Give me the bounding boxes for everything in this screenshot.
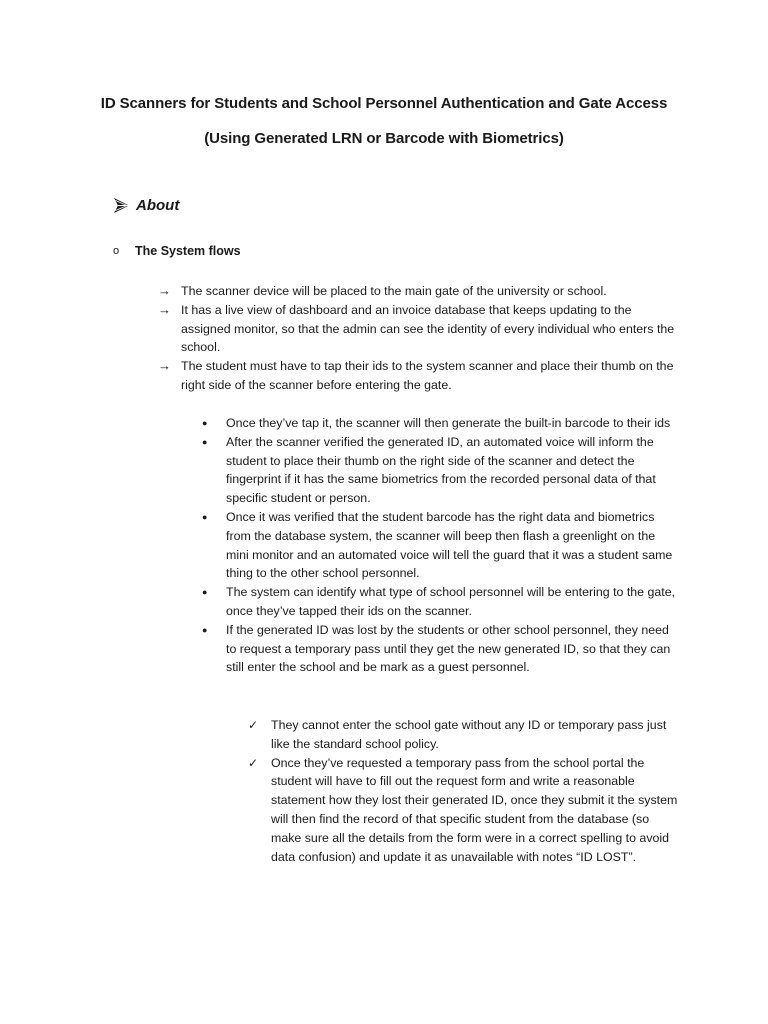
list-item <box>202 621 680 677</box>
system-flows-heading <box>113 244 241 258</box>
document-subtitle: (Using Generated LRN or Barcode with Biometrics) <box>204 130 564 147</box>
list-item-text: Once it was verified that the student barcode has the right data and biometrics from the database system, the scanner will beep then flash a greenlight on the mini monitor and an automated voice will tell the guard that it was a student same thing to the other school personnel. <box>226 509 673 581</box>
arrow-list <box>158 282 678 395</box>
about-heading-label: About <box>136 197 180 214</box>
list-item-text: Once they’ve requested a temporary pass from the school portal the student will have to fill out the request form and write a reasonable statement how they lost their generated ID, once they submit it the system will then find the record of that specific student from the database (so make sure all the details from the form were in a correct spelling to avoid data confusion) and update it as unavailable with notes “ID LOST”. <box>271 755 678 864</box>
dot-list <box>202 414 680 677</box>
list-item-text: They cannot enter the school gate without any ID or temporary pass just like the standard school policy. <box>271 718 667 751</box>
list-item <box>202 508 680 583</box>
right-arrow-icon: → <box>158 301 171 317</box>
dot-bullet-icon: ● <box>202 436 208 447</box>
right-arrow-icon: → <box>158 358 171 374</box>
list-item-text: After the scanner verified the generated ID, an automated voice will inform the student to place their thumb on the right side of the scanner and detect the fingerprint if it has the same biometrics from the recorded personal data of that specific student or person. <box>226 434 656 506</box>
document-title: ID Scanners for Students and School Personnel Authentication and Gate Access <box>100 95 668 112</box>
list-item <box>202 433 680 508</box>
checkmark-icon: ✓ <box>248 755 259 770</box>
system-flows-label: The System flows <box>135 244 241 258</box>
list-item-text: The system can identify what type of school personnel will be entering to the gate, once they’ve tapped their ids on the scanner. <box>226 585 676 618</box>
list-item-text: Once they’ve tap it, the scanner will then generate the built-in barcode to their ids <box>226 416 671 430</box>
list-item-text: The student must have to tap their ids to the system scanner and place their thumb on the right side of the scanner before entering the gate. <box>181 359 674 392</box>
list-item <box>202 414 680 433</box>
list-item <box>158 357 678 395</box>
dot-bullet-icon: ● <box>202 511 208 522</box>
list-item-text: It has a live view of dashboard and an invoice database that keeps updating to the assigned monitor, so that the admin can see the identity of every individual who enters the school. <box>181 302 675 355</box>
dot-bullet-icon: ● <box>202 587 208 598</box>
right-arrow-icon: → <box>158 283 171 298</box>
list-item-text: If the generated ID was lost by the students or other school personnel, they need to request a temporary pass until they get the new generated ID, so that they can still enter the school and be mark as a guest personnel. <box>226 622 671 675</box>
list-item-text: The scanner device will be placed to the main gate of the university or school. <box>181 284 607 298</box>
list-item <box>248 754 680 867</box>
about-heading <box>113 197 179 214</box>
checkmark-icon: ✓ <box>248 718 259 732</box>
list-item <box>202 583 680 621</box>
list-item <box>158 301 678 357</box>
list-item <box>158 282 678 301</box>
dot-bullet-icon: ● <box>202 624 208 635</box>
list-item <box>248 716 680 754</box>
hollow-bullet: o <box>113 245 120 257</box>
arrowhead-bullet-icon <box>113 197 130 214</box>
dot-bullet-icon: ● <box>202 418 208 428</box>
check-list <box>248 716 680 866</box>
